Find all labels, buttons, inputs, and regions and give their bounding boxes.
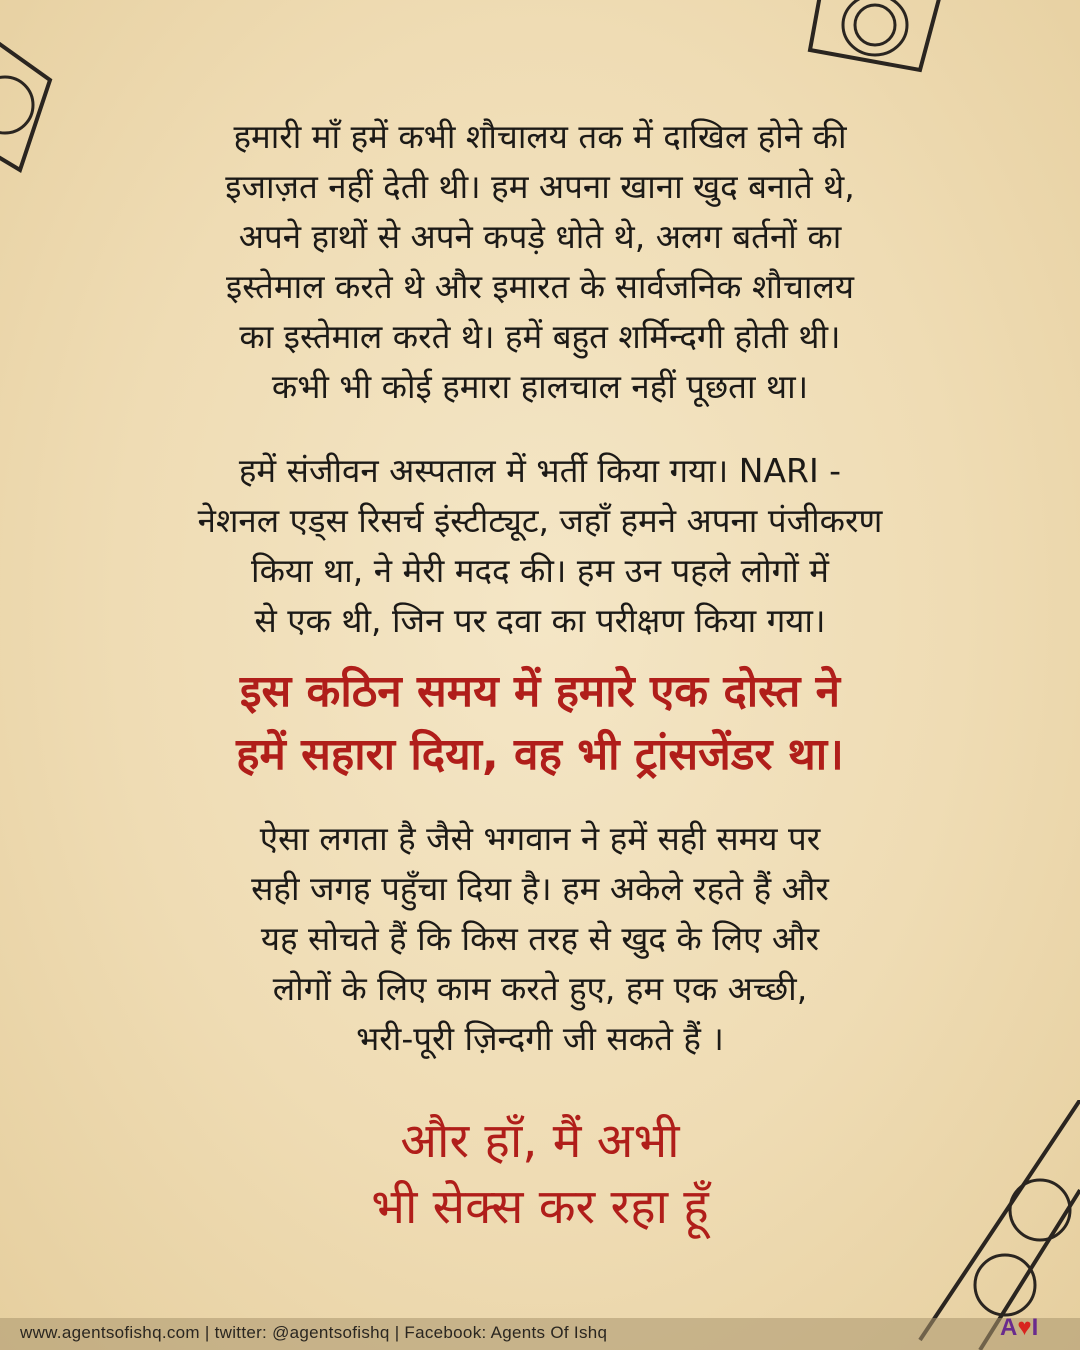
text-line: सही जगह पहुँचा दिया है। हम अकेले रहते हैं और bbox=[251, 869, 829, 908]
text-line: हमें संजीवन अस्पताल में भर्ती किया गया। NARI - bbox=[238, 451, 842, 490]
text-line: ऐसा लगता है जैसे भगवान ने हमें सही समय पर bbox=[259, 819, 821, 858]
footer-bar bbox=[0, 1318, 1080, 1350]
text-line: इजाज़त नहीं देती थी। हम अपना खाना खुद बनाते थे, bbox=[225, 167, 855, 206]
text-line: भरी-पूरी ज़िन्दगी जी सकते हैं । bbox=[356, 1019, 724, 1058]
text-line: कभी भी कोई हमारा हालचाल नहीं पूछता था। bbox=[271, 367, 809, 406]
paragraph-family-discrimination bbox=[0, 112, 1080, 412]
closing-statement bbox=[0, 1108, 1080, 1240]
condom-wrapper-illustration-top-right bbox=[800, 0, 950, 85]
text-line: हमारी माँ हमें कभी शौचालय तक में दाखिल होने की bbox=[233, 117, 847, 156]
agents-of-ishq-logo: A♥I bbox=[1000, 1314, 1039, 1341]
text-line: का इस्तेमाल करते थे। हमें बहुत शर्मिन्दगी होती थी। bbox=[239, 317, 841, 356]
text-line: किया था, ने मेरी मदद की। हम उन पहले लोगों में bbox=[251, 551, 829, 590]
text-line: लोगों के लिए काम करते हुए, हम एक अच्छी, bbox=[272, 969, 808, 1008]
closing-line: और हाँ, मैं अभी bbox=[400, 1113, 680, 1169]
footer-links: www.agentsofishq.com | twitter: @agentsofishq | Facebook: Agents Of Ishq bbox=[20, 1323, 608, 1342]
highlight-line: हमें सहारा दिया, वह भी ट्रांसजेंडर था। bbox=[236, 729, 844, 780]
text-line: इस्तेमाल करते थे और इमारत के सार्वजनिक शौचालय bbox=[226, 267, 854, 306]
closing-line: भी सेक्स कर रहा हूँ bbox=[371, 1179, 709, 1235]
text-line: अपने हाथों से अपने कपड़े धोते थे, अलग बर्तनों का bbox=[238, 217, 842, 256]
text-line: नेशनल एड्स रिसर्च इंस्टीट्यूट, जहाँ हमने अपना पंजीकरण bbox=[197, 501, 883, 540]
paragraph-right-place bbox=[0, 814, 1080, 1064]
paragraph-hospital bbox=[0, 446, 1080, 646]
text-line: यह सोचते हैं कि किस तरह से खुद के लिए और bbox=[260, 919, 820, 958]
highlight-quote bbox=[0, 660, 1080, 786]
highlight-line: इस कठिन समय में हमारे एक दोस्त ने bbox=[239, 666, 841, 717]
text-line: से एक थी, जिन पर दवा का परीक्षण किया गया। bbox=[254, 601, 826, 640]
